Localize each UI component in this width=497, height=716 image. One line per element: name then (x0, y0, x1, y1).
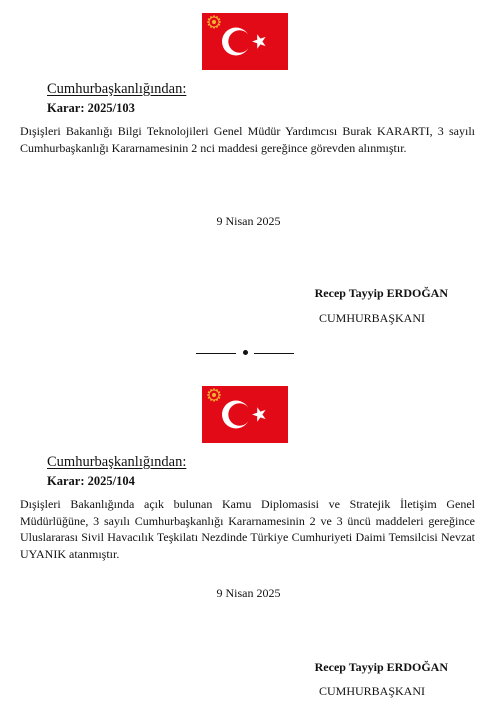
divider-dot-icon (243, 350, 248, 355)
decree-heading: Cumhurbaşkanlığından: (47, 454, 187, 470)
decree-body: Dışişleri Bakanlığı Bilgi Teknolojileri Genel Müdür Yardımcısı Burak KARARTI, 3 sayılı Cumhurbaşkanlığı Kararnamesinin 2 nci maddesi gereğince görevden alınmıştır. (20, 124, 475, 155)
presidential-flag-icon (202, 13, 288, 70)
divider-line-left (196, 353, 236, 354)
signer-last-name: ERDOĞAN (386, 660, 448, 674)
decree-divider (196, 347, 296, 359)
signer-last-name: ERDOĞAN (386, 286, 448, 300)
decree-date: 9 Nisan 2025 (216, 586, 281, 600)
decree-number: Karar: 2025/103 (47, 101, 135, 115)
presidential-flag-icon (202, 386, 288, 443)
signer-title: CUMHURBAŞKANI (319, 311, 426, 325)
signer-title: CUMHURBAŞKANI (319, 684, 426, 698)
signer-name (315, 286, 448, 301)
decree-heading: Cumhurbaşkanlığından: (47, 81, 187, 97)
decree-body: Dışişleri Bakanlığında açık bulunan Kamu Diplomasisi ve Stratejik İletişim Genel Müdürlüğüne, 3 sayılı Cumhurbaşkanlığı Kararnamesinin 2 ve 3 üncü maddeleri gereğince Uluslararası Sivil Havacılık Teşkilatı Nezdinde Türkiye Cumhuriyeti Daimi Temsilcisi Nevzat UYANIK atanmıştır. (20, 497, 475, 561)
signer-name (315, 660, 448, 675)
signer-first-name: Recep Tayyip (314, 660, 387, 674)
decree-number: Karar: 2025/104 (47, 474, 135, 488)
divider-line-right (254, 353, 294, 354)
signer-first-name: Recep Tayyip (314, 286, 387, 300)
decree-date: 9 Nisan 2025 (216, 214, 281, 228)
